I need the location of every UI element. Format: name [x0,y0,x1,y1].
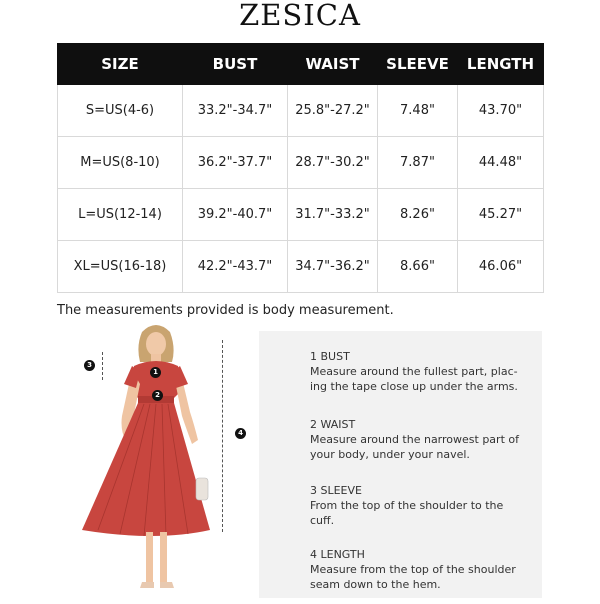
instruction-title: 3 SLEEVE [310,484,362,497]
model-illustration [60,320,250,600]
instruction-waist [310,417,530,462]
cell-sleeve: 7.48" [378,85,458,137]
instruction-title: 4 LENGTH [310,548,365,561]
instruction-sleeve [310,483,530,528]
marker-bust: 1 [150,367,161,378]
cell-length: 44.48" [458,137,544,189]
instruction-text: Measure from the top of the shoulder seam down to the hem. [310,563,516,591]
table-row [58,241,544,293]
brand-logo: ZESICA [239,0,361,32]
cell-size: S=US(4-6) [58,85,183,137]
instruction-text: Measure around the fullest part, plac-ing the tape close up under the arms. [310,365,518,393]
cell-bust: 36.2"-37.7" [183,137,288,189]
cell-size: XL=US(16-18) [58,241,183,293]
cell-sleeve: 8.26" [378,189,458,241]
cell-sleeve: 7.87" [378,137,458,189]
cell-waist: 34.7"-36.2" [288,241,378,293]
length-guide-line [222,340,223,532]
measurement-note: The measurements provided is body measurement. [57,303,394,318]
instruction-bust [310,349,530,394]
sleeve-guide-line [102,352,103,380]
size-chart-table [57,43,544,293]
cell-length: 46.06" [458,241,544,293]
instruction-title: 2 WAIST [310,418,356,431]
cell-bust: 33.2"-34.7" [183,85,288,137]
table-row [58,189,544,241]
header-size: SIZE [58,44,183,85]
cell-waist: 28.7"-30.2" [288,137,378,189]
marker-length: 4 [235,428,246,439]
header-waist: WAIST [288,44,378,85]
instruction-title: 1 BUST [310,350,350,363]
cell-length: 43.70" [458,85,544,137]
table-header-row [58,44,544,85]
header-sleeve: SLEEVE [378,44,458,85]
instruction-text: Measure around the narrowest part of your body, under your navel. [310,433,519,461]
cell-sleeve: 8.66" [378,241,458,293]
cell-waist: 31.7"-33.2" [288,189,378,241]
header-length: LENGTH [458,44,544,85]
marker-sleeve: 3 [84,360,95,371]
cell-length: 45.27" [458,189,544,241]
cell-waist: 25.8"-27.2" [288,85,378,137]
marker-waist: 2 [152,390,163,401]
instruction-text: From the top of the shoulder to the cuff. [310,499,504,527]
cell-size: L=US(12-14) [58,189,183,241]
cell-size: M=US(8-10) [58,137,183,189]
cell-bust: 42.2"-43.7" [183,241,288,293]
table-row [58,85,544,137]
table-row [58,137,544,189]
instructions-panel [259,331,542,598]
header-bust: BUST [183,44,288,85]
instruction-length [310,547,530,592]
cell-bust: 39.2"-40.7" [183,189,288,241]
